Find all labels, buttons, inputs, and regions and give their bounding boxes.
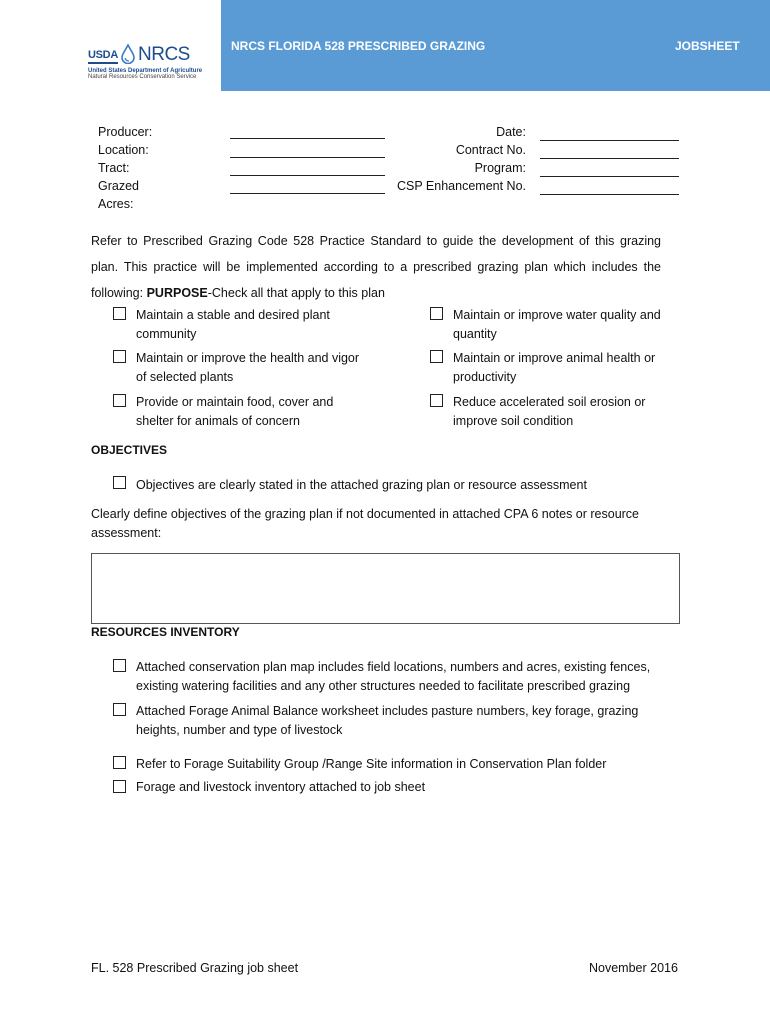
resource-checkbox[interactable]: [113, 659, 126, 672]
resource-checkbox[interactable]: [113, 703, 126, 716]
date-label: Date:: [496, 125, 526, 139]
date-field[interactable]: [540, 140, 679, 141]
nrcs-wordmark: NRCS: [138, 44, 190, 65]
purpose-option: Maintain or improve the health and vigor of selected plants: [136, 351, 360, 384]
jobsheet-label: JOBSHEET: [675, 39, 740, 53]
resource-item: Refer to Forage Suitability Group /Range Site information in Conservation Plan folder: [136, 757, 607, 771]
resources-heading: RESOURCES INVENTORY: [91, 625, 240, 639]
objectives-checkbox[interactable]: [113, 476, 126, 489]
objectives-heading: OBJECTIVES: [91, 443, 168, 457]
csp-enhancement-field[interactable]: [540, 194, 679, 195]
purpose-label: PURPOSE: [146, 286, 208, 300]
resource-item: Attached Forage Animal Balance worksheet includes pasture numbers, key forage, grazing heights, number and type of livestock: [136, 704, 639, 737]
page-title: NRCS FLORIDA 528 PRESCRIBED GRAZING: [231, 39, 486, 53]
purpose-checkbox[interactable]: [430, 394, 443, 407]
grazed-label: Grazed: [98, 179, 139, 193]
contract-no-label: Contract No.: [455, 143, 526, 157]
department-name: United States Department of Agriculture: [88, 68, 203, 74]
csp-enhancement-label: CSP Enhancement No.: [396, 179, 526, 193]
program-label: Program:: [474, 161, 526, 175]
program-field[interactable]: [540, 176, 679, 177]
purpose-instruction: -Check all that apply to this plan: [207, 286, 385, 300]
acres-label: Acres:: [98, 197, 134, 211]
purpose-checkbox[interactable]: [113, 350, 126, 363]
purpose-checkbox[interactable]: [430, 350, 443, 363]
purpose-checkbox[interactable]: [113, 307, 126, 320]
location-label: Location:: [98, 143, 149, 157]
footer-date: November 2016: [589, 961, 678, 975]
purpose-option: Reduce accelerated soil erosion or improve soil condition: [453, 395, 646, 428]
resource-item: Forage and livestock inventory attached to job sheet: [136, 780, 426, 794]
purpose-checkbox[interactable]: [113, 394, 126, 407]
purpose-option: Maintain or improve water quality and quantity: [453, 308, 661, 341]
purpose-option: Maintain a stable and desired plant community: [136, 308, 330, 341]
objectives-check-label: Objectives are clearly stated in the attached grazing plan or resource assessment: [136, 478, 587, 492]
usda-mark: USDA: [88, 49, 118, 61]
resource-item: Attached conservation plan map includes field locations, numbers and acres, existing fences, existing watering facilities and any other structures needed to facilitate prescribed grazing: [136, 660, 651, 693]
objectives-textarea[interactable]: [91, 553, 680, 624]
service-name: Natural Resources Conservation Service: [88, 74, 197, 80]
objectives-instruction: Clearly define objectives of the grazing plan if not documented in attached CPA 6 notes or resource assessment:: [91, 507, 640, 540]
intro-paragraph: [91, 228, 661, 306]
purpose-option: Provide or maintain food, cover and shelter for animals of concern: [136, 395, 334, 428]
resource-checkbox[interactable]: [113, 780, 126, 793]
intro-text: Refer to Prescribed Grazing Code 528 Practice Standard to guide the development of this grazing plan. This practice will be implemented according to a prescribed grazing plan which includes the following:: [91, 234, 661, 300]
resource-checkbox[interactable]: [113, 756, 126, 769]
producer-label: Producer:: [98, 125, 153, 139]
nrcs-logo: [88, 40, 213, 86]
purpose-option: Maintain or improve animal health or productivity: [453, 351, 656, 384]
water-drop-icon: [121, 44, 135, 64]
footer-title: FL. 528 Prescribed Grazing job sheet: [91, 961, 299, 975]
purpose-checkbox[interactable]: [430, 307, 443, 320]
contract-no-field[interactable]: [540, 158, 679, 159]
tract-label: Tract:: [98, 161, 130, 175]
usda-bar: [88, 62, 118, 64]
